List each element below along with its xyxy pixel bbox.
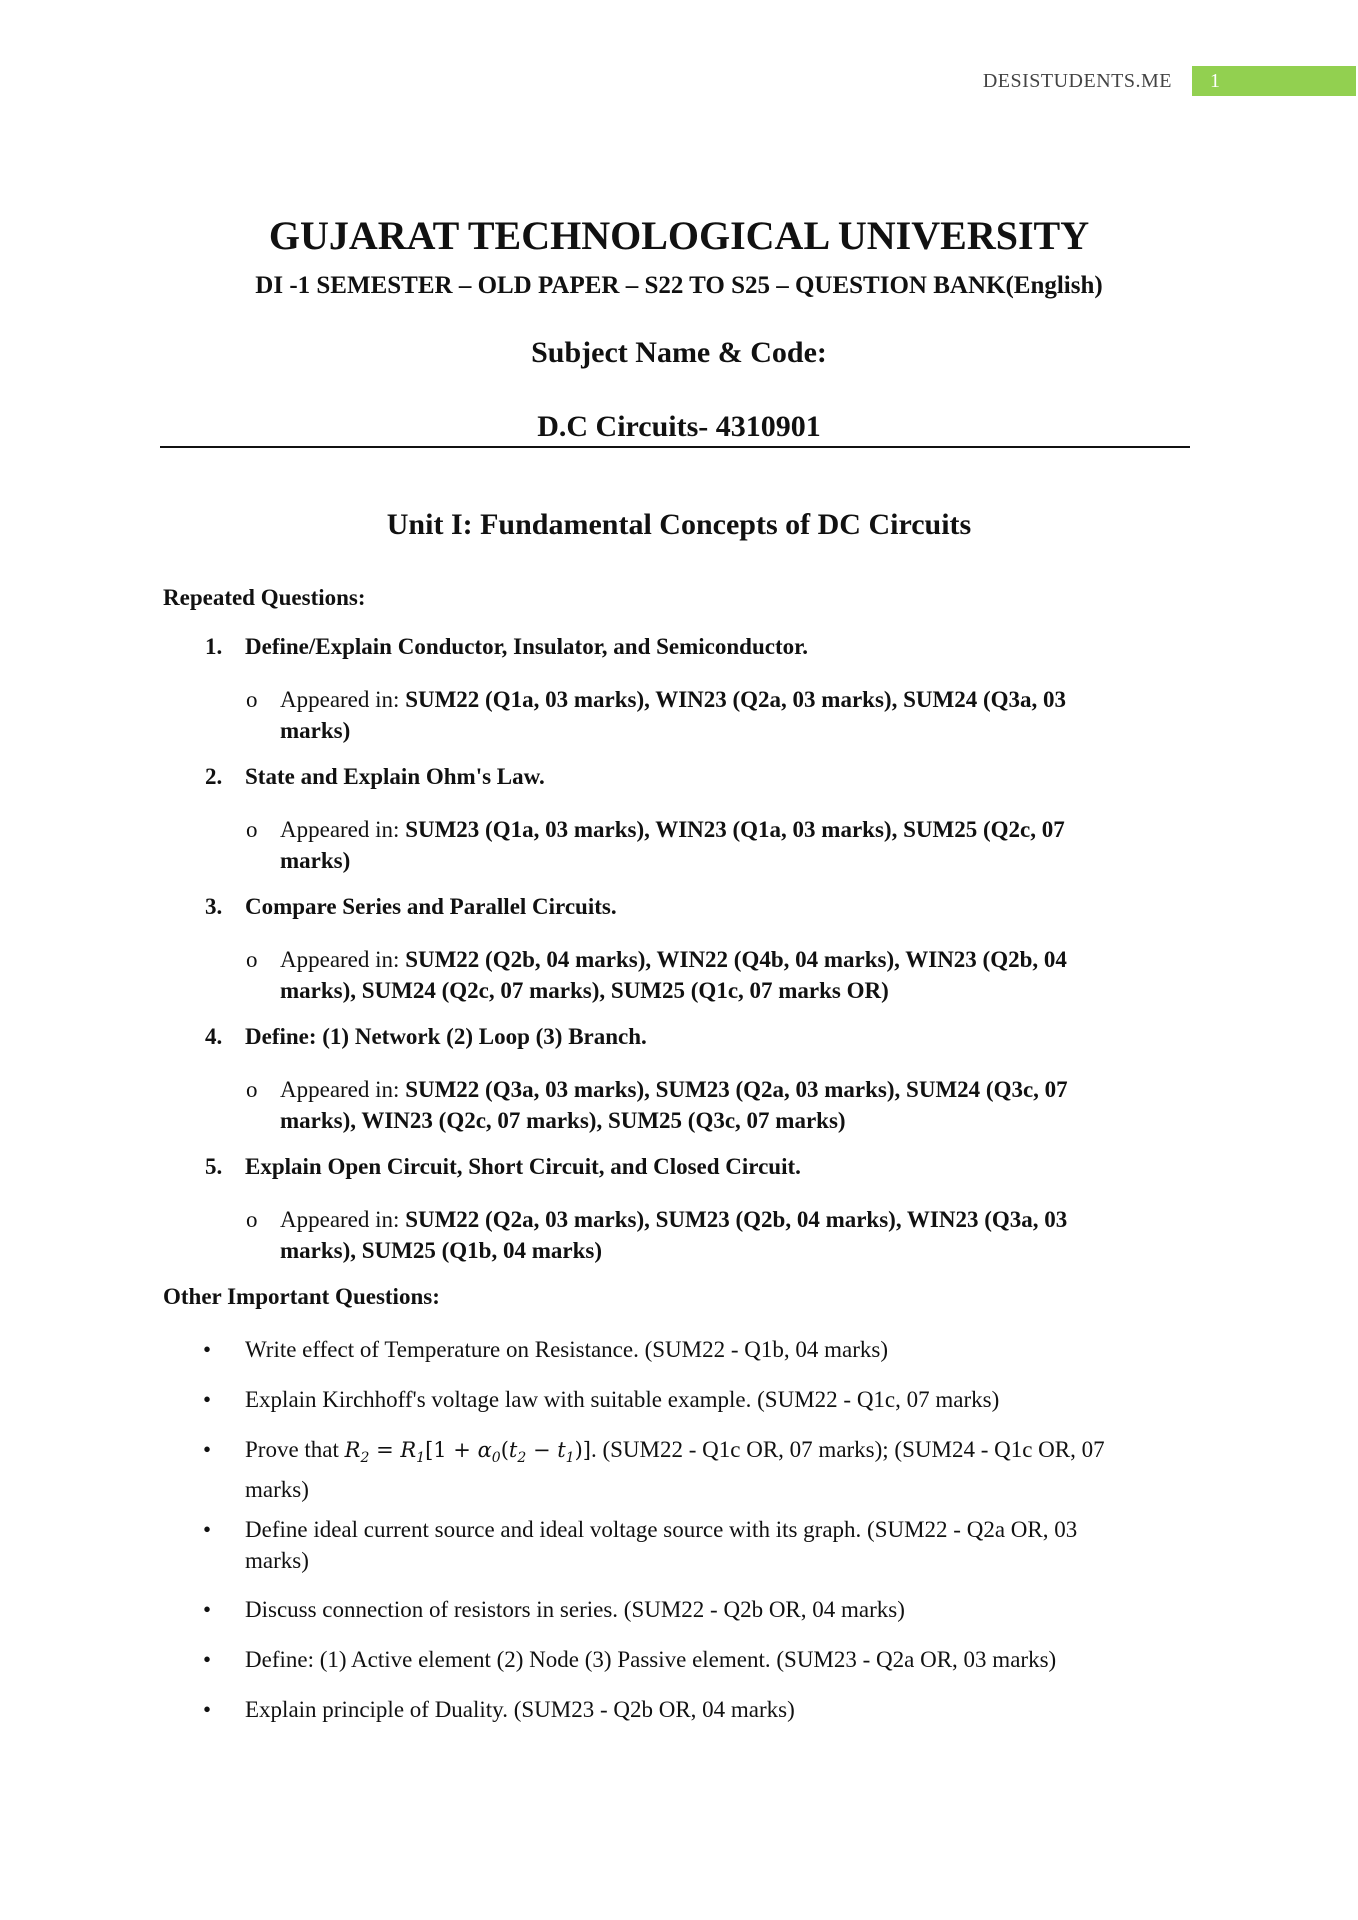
appeared-prefix: Appeared in: <box>280 687 406 712</box>
bullet-dot: • <box>203 1647 212 1672</box>
other-question-text <box>245 1434 1175 1505</box>
sub-bullet: o <box>246 687 258 712</box>
question-number: 5. <box>205 1154 223 1179</box>
prove-line-2: marks) <box>245 1477 309 1503</box>
bullet-dot: • <box>203 1697 212 1722</box>
sub-bullet: o <box>246 947 258 972</box>
other-question-text: Explain principle of Duality. (SUM23 - Q2b OR, 04 marks) <box>245 1697 795 1722</box>
appeared-prefix: Appeared in: <box>280 1077 406 1102</box>
question-number: 4. <box>205 1024 223 1049</box>
subject-code: D.C Circuits- 4310901 <box>537 410 821 443</box>
bullet-dot: • <box>203 1437 212 1462</box>
appeared-line-2: marks), SUM24 (Q2c, 07 marks), SUM25 (Q1c, 07 marks OR) <box>280 978 889 1003</box>
prove-prefix: Prove that <box>245 1437 345 1462</box>
question-title: Compare Series and Parallel Circuits. <box>245 894 617 919</box>
appeared-prefix: Appeared in: <box>280 1207 406 1232</box>
header-site-name: DESISTUDENTS.ME <box>982 70 1172 92</box>
other-questions-heading: Other Important Questions: <box>163 1284 440 1309</box>
other-question-text: Define: (1) Active element (2) Node (3) Passive element. (SUM23 - Q2a OR, 03 marks) <box>245 1647 1057 1672</box>
appeared-line-2: marks), WIN23 (Q2c, 07 marks), SUM25 (Q3c, 07 marks) <box>280 1108 846 1133</box>
document-subtitle: DI -1 SEMESTER – OLD PAPER – S22 TO S25 – QUESTION BANK(English) <box>255 272 1103 299</box>
other-question-text: Define ideal current source and ideal voltage source with its graph. (SUM22 - Q2a OR, 03 marks) <box>245 1517 1078 1573</box>
appeared-prefix: Appeared in: <box>280 817 406 842</box>
appeared-line-1: SUM22 (Q2a, 03 marks), SUM23 (Q2b, 04 marks), WIN23 (Q3a, 03 <box>405 1207 1068 1232</box>
question-number: 1. <box>205 634 223 659</box>
appeared-line-1: SUM22 (Q2b, 04 marks), WIN22 (Q4b, 04 marks), WIN23 (Q2b, 04 <box>405 947 1067 972</box>
repeated-question-1 <box>205 634 808 660</box>
repeated-question-5 <box>205 1154 801 1180</box>
appeared-in-4 <box>246 1074 1180 1136</box>
page-number: 1 <box>1192 66 1356 96</box>
appeared-line-2: marks) <box>280 848 351 873</box>
unit-title: Unit I: Fundamental Concepts of DC Circuits <box>386 508 972 541</box>
appeared-line-2: marks) <box>280 718 351 743</box>
appeared-in-1 <box>246 684 1180 746</box>
other-question-text: Explain Kirchhoff's voltage law with suitable example. (SUM22 - Q1c, 07 marks) <box>245 1387 1000 1412</box>
bullet-dot: • <box>203 1597 212 1622</box>
other-question-text: Discuss connection of resistors in series. (SUM22 - Q2b OR, 04 marks) <box>245 1597 905 1622</box>
repeated-questions-heading: Repeated Questions: <box>163 585 366 610</box>
question-title: Define/Explain Conductor, Insulator, and Semiconductor. <box>245 634 808 659</box>
question-title: Explain Open Circuit, Short Circuit, and Closed Circuit. <box>245 1154 801 1179</box>
bullet-dot: • <box>203 1337 212 1362</box>
appeared-line-2: marks), SUM25 (Q1b, 04 marks) <box>280 1238 602 1263</box>
question-title: State and Explain Ohm's Law. <box>245 764 545 789</box>
question-title: Define: (1) Network (2) Loop (3) Branch. <box>245 1024 647 1049</box>
repeated-question-4 <box>205 1024 647 1050</box>
sub-bullet: o <box>246 1077 258 1102</box>
appeared-prefix: Appeared in: <box>280 947 406 972</box>
sub-bullet: o <box>246 1207 258 1232</box>
subject-label: Subject Name & Code: <box>531 336 827 369</box>
repeated-question-3 <box>205 894 617 920</box>
appeared-line-1: SUM22 (Q3a, 03 marks), SUM23 (Q2a, 03 marks), SUM24 (Q3c, 07 <box>405 1077 1068 1102</box>
sub-bullet: o <box>246 817 258 842</box>
resistance-formula: $R_2 = R_1[1 + \alpha_0(t_2 - t_1)]$ <box>344 1438 591 1467</box>
bullet-dot: • <box>203 1387 212 1412</box>
bullet-dot: • <box>203 1517 212 1542</box>
appeared-line-1: SUM22 (Q1a, 03 marks), WIN23 (Q2a, 03 marks), SUM24 (Q3a, 03 <box>405 687 1066 712</box>
other-question-text: Write effect of Temperature on Resistance. (SUM22 - Q1b, 04 marks) <box>245 1337 888 1362</box>
question-number: 2. <box>205 764 223 789</box>
appeared-in-3 <box>246 944 1180 1006</box>
appeared-line-1: SUM23 (Q1a, 03 marks), WIN23 (Q1a, 03 marks), SUM25 (Q2c, 07 <box>405 817 1065 842</box>
horizontal-rule <box>160 446 1190 448</box>
question-number: 3. <box>205 894 223 919</box>
document-title: GUJARAT TECHNOLOGICAL UNIVERSITY <box>268 213 1090 258</box>
repeated-question-2 <box>205 764 545 790</box>
appeared-in-5 <box>246 1204 1180 1266</box>
prove-suffix: . (SUM22 - Q1c OR, 07 marks); (SUM24 - Q1c OR, 07 <box>590 1437 1105 1462</box>
appeared-in-2 <box>246 814 1180 876</box>
